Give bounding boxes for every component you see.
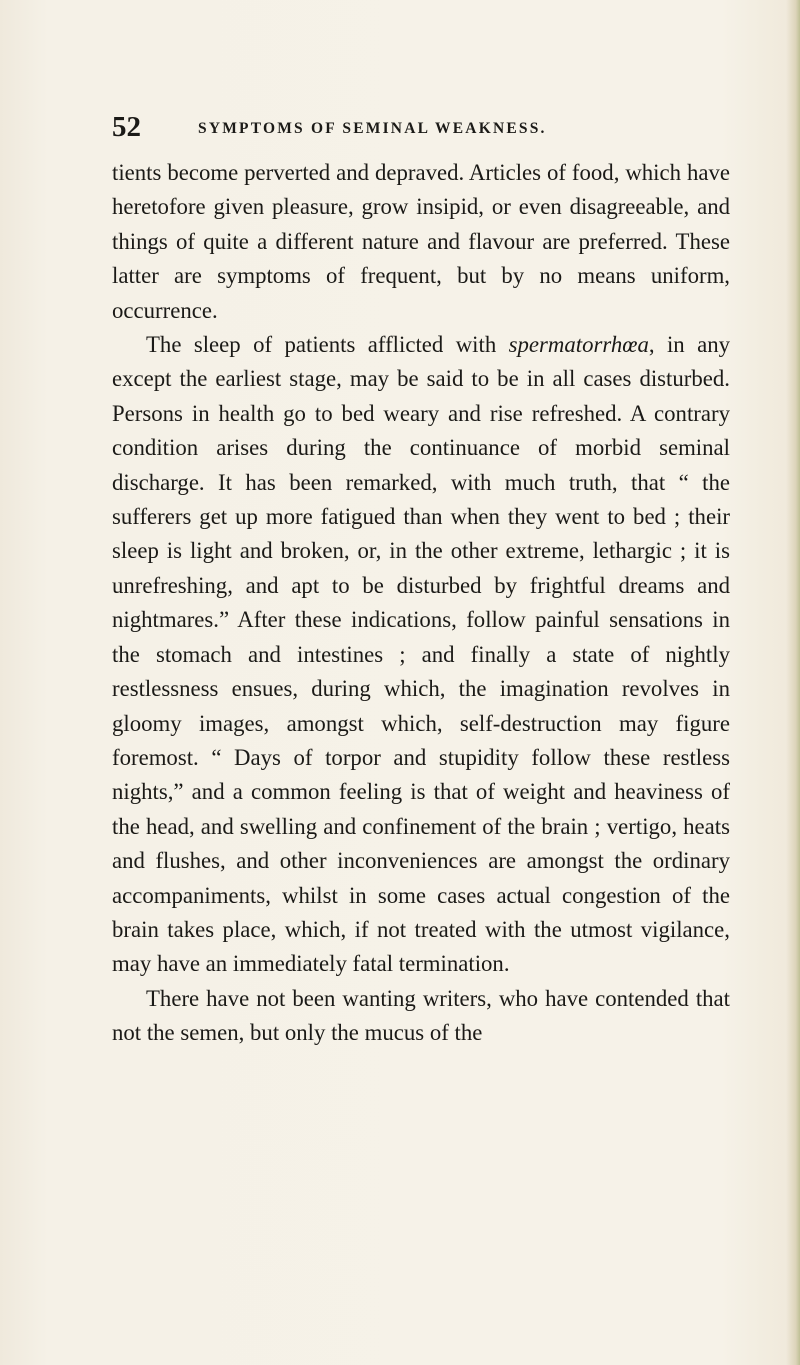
paragraph-continued: tients become perverted and depraved. Articles of food, which have heretofore given pleasure, grow insipid, or even disagreeable, and things of quite a different nature and flavour are preferred. These latter are symptoms of frequent, but by no means uniform, occurrence.: [112, 160, 730, 323]
page-edge-shadow: [786, 0, 800, 1365]
paragraph-writers: There have not been wanting writers, who have contended that not the semen, but only the mucus of the: [112, 985, 730, 1046]
paragraph-sleep: [112, 328, 730, 982]
page-header: [112, 112, 722, 146]
italic-term: spermatorrhœa: [508, 332, 649, 358]
paragraph-sleep-pre: The sleep of patients afflicted with: [146, 332, 509, 358]
page-number: 52: [112, 111, 141, 143]
running-head: SYMPTOMS OF SEMINAL WEAKNESS.: [198, 120, 547, 137]
body-text: [112, 156, 730, 1051]
paragraph-sleep-post: , in any except the earliest stage, may be said to be in all cases disturbed. Persons in health go to bed weary and rise refreshed. A contrary condition arises during the continuance of morbid seminal discharge. It has been remarked, with much truth, that “ the sufferers get up more fatigued than when they went to bed ; their sleep is light and broken, or, in the other extreme, lethargic ; it is unrefreshing, and apt to be disturbed by frightful dreams and nightmares.” After these indications, follow painful sensations in the stomach and intestines ; and finally a state of nightly restlessness ensues, during which, the imagination revolves in gloomy images, amongst which, self-destruction may figure foremost. “ Days of torpor and stupidity follow these restless nights,” and a common feeling is that of weight and heaviness of the head, and swelling and confinement of the brain ; vertigo, heats and flushes, and other inconveniences are amongst the ordinary accompaniments, whilst in some cases actual congestion of the brain takes place, which, if not treated with the utmost vigilance, may have an immediately fatal termination.: [112, 332, 730, 977]
